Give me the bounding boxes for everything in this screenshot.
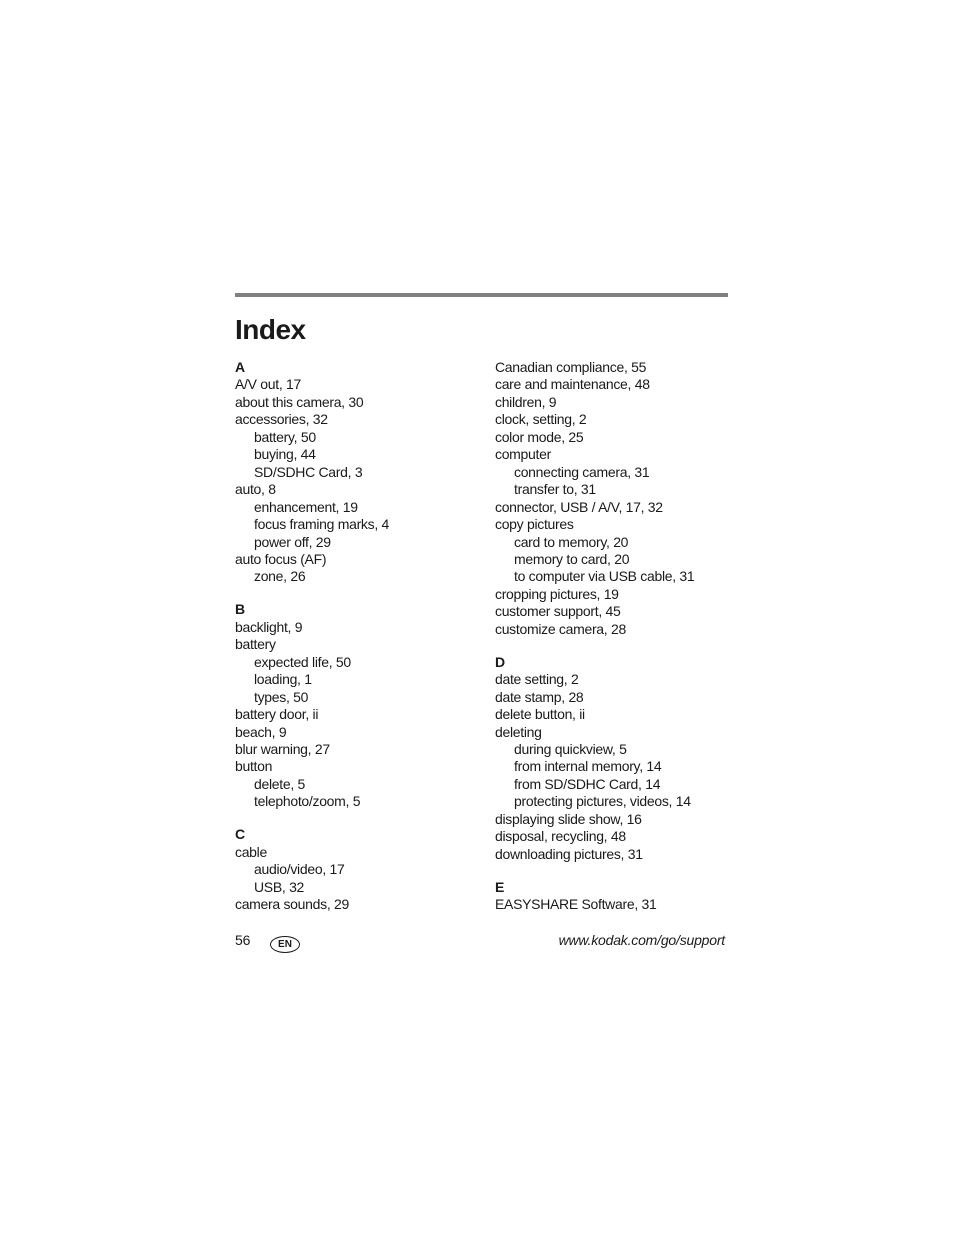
index-entry: cropping pictures, 19 xyxy=(495,585,619,602)
index-entry: backlight, 9 xyxy=(235,618,303,635)
index-entry: Canadian compliance, 55 xyxy=(495,359,647,375)
index-subentry: to computer via USB cable, 31 xyxy=(514,568,695,585)
index-entry: button xyxy=(235,758,273,775)
section-gap xyxy=(495,638,735,654)
language-badge: EN xyxy=(270,936,300,953)
index-entry: about this camera, 30 xyxy=(235,393,364,410)
page-title: Index xyxy=(235,314,306,345)
index-entry: auto, 8 xyxy=(235,481,276,498)
index-entry: EASYSHARE Software, 31 xyxy=(495,896,657,913)
index-subentry: buying, 44 xyxy=(254,446,316,463)
index-subentry: zone, 26 xyxy=(254,568,306,585)
index-entry: auto focus (AF) xyxy=(235,550,327,567)
index-subentry: transfer to, 31 xyxy=(514,481,596,498)
index-subentry: during quickview, 5 xyxy=(514,741,627,758)
index-entry: beach, 9 xyxy=(235,723,287,740)
index-subentry: memory to card, 20 xyxy=(514,550,630,567)
index-entry: customer support, 45 xyxy=(495,603,621,620)
index-subentry: battery, 50 xyxy=(254,428,316,445)
index-letter-heading: C xyxy=(235,826,245,843)
index-entry: clock, setting, 2 xyxy=(495,411,587,428)
index-letter-heading: B xyxy=(235,601,245,618)
index-entry: cable xyxy=(235,843,267,860)
index-subentry: expected life, 50 xyxy=(254,653,351,670)
index-letter-heading: A xyxy=(235,359,245,375)
index-entry: battery door, ii xyxy=(235,706,319,723)
index-entry: date stamp, 28 xyxy=(495,688,584,705)
index-entry: downloading pictures, 31 xyxy=(495,845,643,862)
section-gap xyxy=(495,863,735,879)
index-subentry: USB, 32 xyxy=(254,878,305,895)
index-entry: customize camera, 28 xyxy=(495,620,626,637)
index-entry: color mode, 25 xyxy=(495,428,584,445)
index-entry: blur warning, 27 xyxy=(235,741,330,758)
index-subentry: focus framing marks, 4 xyxy=(254,516,389,533)
index-entry: deleting xyxy=(495,723,542,740)
index-entry: delete button, ii xyxy=(495,706,585,723)
index-subentry: from SD/SDHC Card, 14 xyxy=(514,775,661,792)
index-entry: accessories, 32 xyxy=(235,411,328,428)
index-subentry: card to memory, 20 xyxy=(514,533,629,550)
index-entry: A/V out, 17 xyxy=(235,376,301,393)
index-subentry: types, 50 xyxy=(254,688,309,705)
index-letter-heading: D xyxy=(495,653,505,670)
index-subentry: connecting camera, 31 xyxy=(514,463,650,480)
index-entry: displaying slide show, 16 xyxy=(495,810,642,827)
index-entry: connector, USB / A/V, 17, 32 xyxy=(495,498,663,515)
support-url: www.kodak.com/go/support xyxy=(558,932,725,948)
index-subentry: audio/video, 17 xyxy=(254,861,345,878)
index-subentry: telephoto/zoom, 5 xyxy=(254,793,361,810)
section-gap xyxy=(235,586,485,602)
index-subentry: power off, 29 xyxy=(254,533,331,550)
section-gap xyxy=(235,811,485,827)
header-rule xyxy=(235,293,728,297)
index-entry: children, 9 xyxy=(495,393,557,410)
index-entry: computer xyxy=(495,446,551,463)
index-entry: battery xyxy=(235,636,276,653)
index-letter-heading: E xyxy=(495,878,505,895)
index-entry: date setting, 2 xyxy=(495,671,579,688)
index-entry: care and maintenance, 48 xyxy=(495,376,650,393)
index-subentry: loading, 1 xyxy=(254,671,312,688)
index-column-right xyxy=(495,359,735,914)
index-subentry: protecting pictures, videos, 14 xyxy=(514,793,691,810)
index-entry: disposal, recycling, 48 xyxy=(495,828,626,845)
index-entry: copy pictures xyxy=(495,516,574,533)
index-subentry: SD/SDHC Card, 3 xyxy=(254,463,363,480)
index-subentry: from internal memory, 14 xyxy=(514,758,662,775)
index-entry: camera sounds, 29 xyxy=(235,896,349,913)
index-subentry: delete, 5 xyxy=(254,775,306,792)
index-subentry: enhancement, 19 xyxy=(254,498,358,515)
page-number: 56 xyxy=(235,932,251,948)
index-column-left xyxy=(235,359,485,914)
